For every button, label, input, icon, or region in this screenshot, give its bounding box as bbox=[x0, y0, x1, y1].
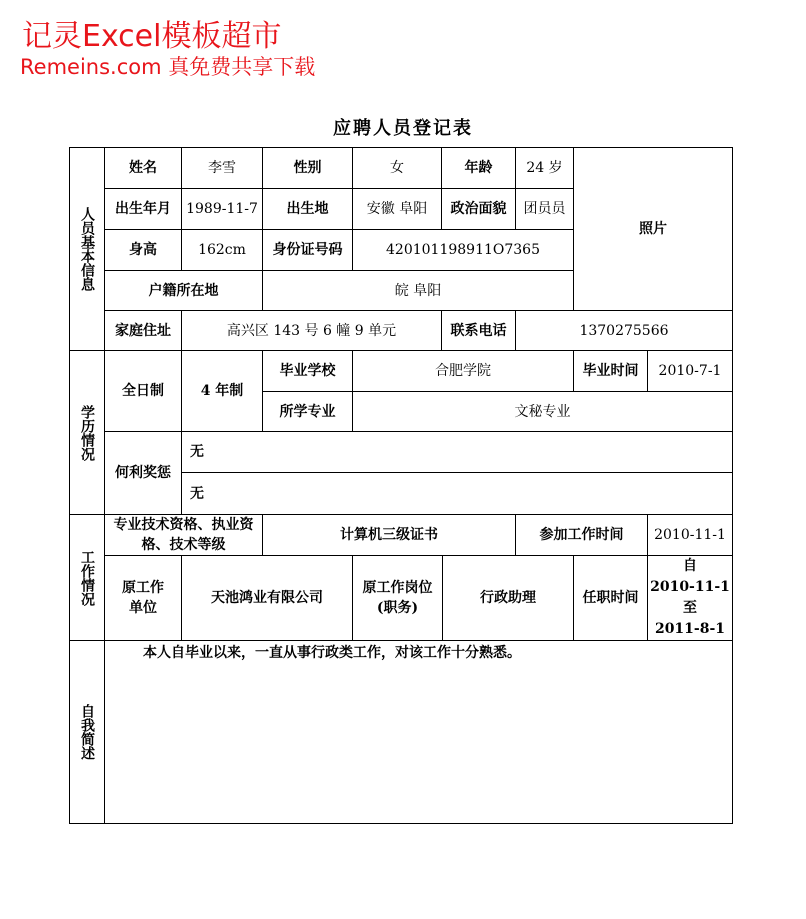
politics-label: 政治面貌 bbox=[441, 188, 516, 230]
name-label: 姓名 bbox=[104, 147, 182, 189]
self-statement[interactable]: 本人自毕业以来，一直从事行政类工作，对该工作十分熟悉。 bbox=[104, 640, 733, 824]
age-value[interactable]: 24 岁 bbox=[515, 147, 574, 189]
study-duration[interactable]: 4 年制 bbox=[181, 350, 263, 432]
height-label: 身高 bbox=[104, 229, 182, 271]
qualification-label bbox=[104, 514, 263, 556]
tenure-start-date: 2010-11-1 bbox=[650, 579, 730, 595]
birthplace-value[interactable]: 安徽 阜阳 bbox=[352, 188, 442, 230]
birth-value[interactable]: 1989-11-7 bbox=[181, 188, 263, 230]
work-start-label: 参加工作时间 bbox=[515, 514, 648, 556]
page-title: 应聘人员登记表 bbox=[333, 118, 473, 139]
birth-label: 出生年月 bbox=[104, 188, 182, 230]
qualification-value[interactable]: 计算机三级证书 bbox=[262, 514, 516, 556]
prev-post-value[interactable]: 行政助理 bbox=[442, 555, 574, 641]
politics-value[interactable]: 团员员 bbox=[515, 188, 574, 230]
section-label-work: 工作情况 bbox=[69, 514, 105, 641]
birthplace-label: 出生地 bbox=[262, 188, 353, 230]
award-row-1[interactable]: 无 bbox=[181, 431, 733, 473]
qualification-label-line1: 专业技术资格、执业资 bbox=[113, 517, 254, 533]
gender-label: 性别 bbox=[262, 147, 353, 189]
hukou-value[interactable]: 皖 阜阳 bbox=[262, 270, 574, 311]
watermark-subtitle: Remeins.com 真免费共享下载 bbox=[20, 55, 316, 79]
name-value[interactable]: 李雪 bbox=[181, 147, 263, 189]
school-label: 毕业学校 bbox=[262, 350, 353, 392]
award-row-2[interactable]: 无 bbox=[181, 472, 733, 515]
prev-unit-label-line1: 原工作 bbox=[122, 580, 164, 596]
qualification-label-line2: 格、技术等级 bbox=[141, 537, 226, 553]
section-label-self: 自我简述 bbox=[69, 640, 105, 824]
tenure-end-date: 2011-8-1 bbox=[654, 621, 726, 637]
hukou-label: 户籍所在地 bbox=[104, 270, 263, 311]
watermark-title: 记灵Excel模板超市 bbox=[22, 19, 282, 54]
major-label: 所学专业 bbox=[262, 391, 353, 432]
photo-cell[interactable]: 照片 bbox=[573, 147, 733, 311]
id-label: 身份证号码 bbox=[262, 229, 353, 271]
major-value[interactable]: 文秘专业 bbox=[352, 391, 733, 432]
gender-value[interactable]: 女 bbox=[352, 147, 442, 189]
awards-label: 何利奖惩 bbox=[104, 431, 182, 515]
prev-post-label-line1: 原工作岗位 bbox=[362, 580, 433, 596]
tenure-value[interactable] bbox=[647, 555, 733, 641]
prev-unit-label-line2: 单位 bbox=[129, 600, 157, 616]
section-label-basic: 人员基本信息 bbox=[69, 147, 105, 351]
prev-post-label bbox=[352, 555, 443, 641]
tenure-to: 至 bbox=[683, 600, 697, 616]
work-start-value[interactable]: 2010-11-1 bbox=[647, 514, 733, 556]
prev-post-label-line2: (职务) bbox=[376, 600, 419, 616]
study-type[interactable]: 全日制 bbox=[104, 350, 182, 432]
prev-unit-label bbox=[104, 555, 182, 641]
grad-time-label: 毕业时间 bbox=[573, 350, 648, 392]
age-label: 年龄 bbox=[441, 147, 516, 189]
address-value[interactable]: 高兴区 143 号 6 幢 9 单元 bbox=[181, 310, 442, 351]
grad-time-value[interactable]: 2010-7-1 bbox=[647, 350, 733, 392]
phone-label: 联系电话 bbox=[441, 310, 516, 351]
id-value[interactable]: 420101198911O7365 bbox=[352, 229, 574, 271]
tenure-from: 自 bbox=[683, 558, 697, 574]
tenure-label: 任职时间 bbox=[573, 555, 648, 641]
address-label: 家庭住址 bbox=[104, 310, 182, 351]
prev-unit-value[interactable]: 天池鸿业有限公司 bbox=[181, 555, 353, 641]
section-label-education: 学历情况 bbox=[69, 350, 105, 515]
school-value[interactable]: 合肥学院 bbox=[352, 350, 574, 392]
height-value[interactable]: 162cm bbox=[181, 229, 263, 271]
phone-value[interactable]: 1370275566 bbox=[515, 310, 733, 351]
